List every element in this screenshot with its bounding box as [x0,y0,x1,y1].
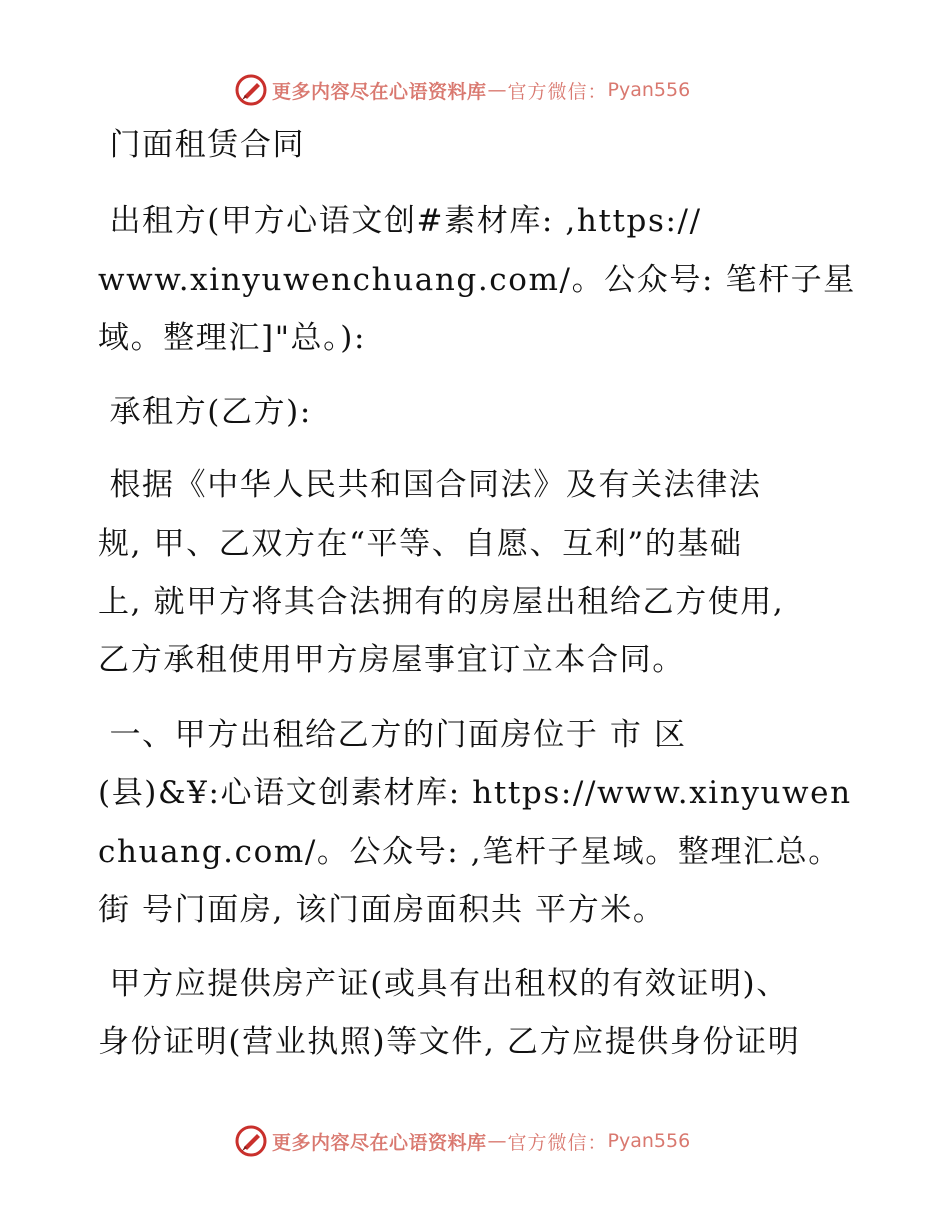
text-line: chuang.com/。公众号: ,笔杆子星域。整理汇总。 [98,834,841,870]
text-line: 一、甲方出租给乙方的门面房位于 市 区 [98,717,687,753]
text-line: 承租方(乙方): [98,394,312,430]
text-line: www.xinyuwenchuang.com/。公众号: 笔杆子星 [98,262,856,298]
banner-wechat-id: Pyan556 [607,79,691,101]
text-line: 甲方应提供房产证(或具有出租权的有效证明)、 [98,966,789,1002]
banner-wechat-label: 官方微信： [507,1131,608,1154]
text-line: 上, 就甲方将其合法拥有的房屋出租给乙方使用, [98,584,785,620]
banner-text: 更多内容尽在心语资料库 [272,1131,487,1154]
text-line: 根据《中华人民共和国合同法》及有关法律法 [98,467,762,503]
banner-wechat-label: 官方微信： [507,80,608,103]
text-line: 域。整理汇]"总。): [98,320,366,356]
text-line: 规, 甲、乙双方在“平等、自愿、互利”的基础 [98,526,743,562]
text-line: 身份证明(营业执照)等文件, 乙方应提供身份证明 [98,1024,801,1060]
text-line: 乙方承租使用甲方房屋事宜订立本合同。 [98,642,685,678]
footer-watermark-banner [234,1121,690,1161]
quill-seal-logo-icon [234,73,268,107]
banner-wechat-id: Pyan556 [607,1130,691,1152]
banner-text: 更多内容尽在心语资料库 [272,80,487,103]
text-line: 街 号门面房, 该门面房面积共 平方米。 [98,892,666,928]
banner-dash: — [487,1130,507,1152]
document-title: 门面租赁合同 [98,127,306,163]
text-line: 出租方(甲方心语文创#素材库: ,https:// [98,203,702,239]
banner-dash: — [487,79,507,101]
quill-seal-logo-icon [234,1124,268,1158]
header-watermark-banner [234,70,690,110]
text-line: (县)&¥:心语文创素材库: https://www.xinyuwen [98,775,852,811]
